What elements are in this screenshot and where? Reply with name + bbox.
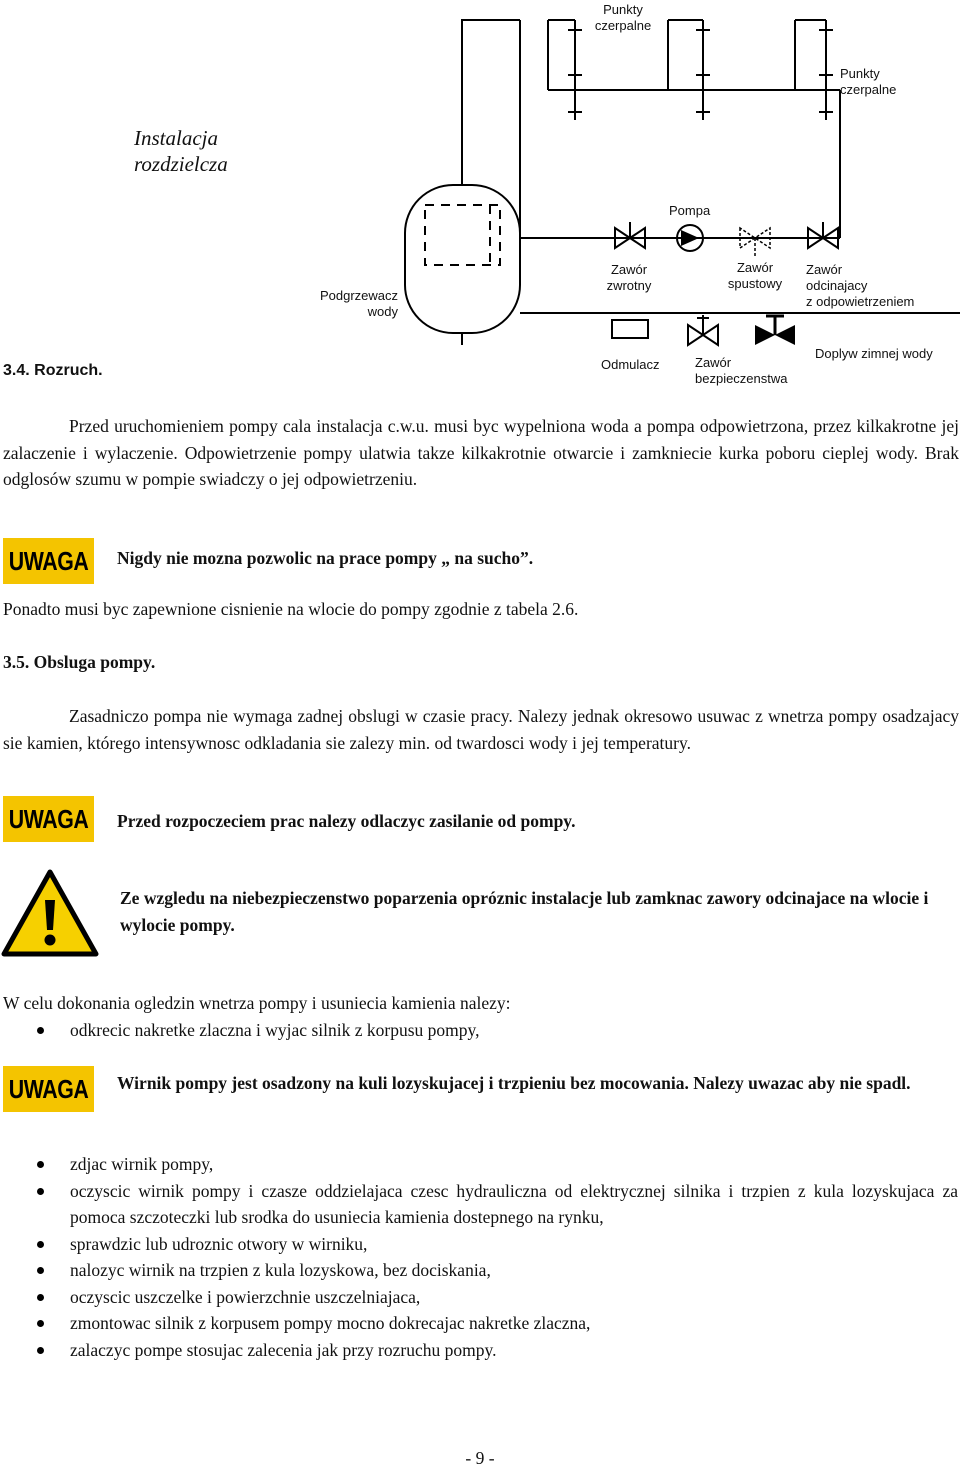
label-punkty-top: Punkty czerpalne	[594, 2, 652, 33]
heater-coil	[425, 205, 500, 265]
section-34-paragraph: Przed uruchomieniem pompy cala instalacja c.w.u. musi byc wypelniona woda a pompa odpowietrzona, przez kilkakrotne jej zalaczenie i wylaczenie. Odpowietrzenie pompy ulatwia takze kilkakrotnie otwarcie i zamkniecie kurka poboru cieplej wody. Brak odglosów szumu w pompie swiadczy o jej odpowietrzeniu.	[3, 416, 959, 489]
step-list	[0, 1151, 960, 1363]
list-item: zmontowac silnik z korpusem pompy mocno dokrecajac nakretke zlaczna,	[0, 1310, 960, 1337]
installation-diagram	[0, 0, 960, 400]
section-35-heading: 3.5. Obsluga pompy.	[3, 652, 156, 672]
riser-1	[548, 20, 582, 120]
label-podgrzewacz: Podgrzewacz wody	[319, 288, 398, 319]
list-item: odkrecic nakretke zlaczna i wyjac silnik z korpusu pompy,	[0, 1017, 960, 1044]
uwaga-badge: UWAGA	[3, 1066, 94, 1112]
label-doplyw: Doplyw zimnej wody	[815, 346, 933, 361]
rotor-warning: Wirnik pompy jest osadzony na kuli lozyskujacej i trzpieniu bez mocowania. Nalezy uwazac aby nie spadl.	[117, 1073, 911, 1093]
power-warning: Przed rozpoczeciem prac nalezy odlaczyc zasilanie od pompy.	[117, 811, 576, 831]
list-item: sprawdzic lub udroznic otwory w wirniku,	[0, 1231, 960, 1258]
dry-run-warning: Nigdy nie mozna pozwolic na prace pompy „ na sucho”.	[117, 548, 534, 568]
label-zawor-spustowy: Zawór spustowy	[727, 260, 783, 291]
label-zawor-zwrotny: Zawór zwrotny	[606, 262, 652, 293]
list-item: nalozyc wirnik na trzpien z kula lozyskowa, bez dociskania,	[0, 1257, 960, 1284]
heater-tank	[405, 185, 520, 333]
uwaga-badge: UWAGA	[3, 796, 94, 842]
riser-2	[668, 20, 710, 120]
uwaga-badge: UWAGA	[3, 538, 94, 584]
page-number: - 9 -	[465, 1448, 495, 1468]
shutoff-valve-icon	[808, 222, 838, 248]
burn-warning: Ze wzgledu na niebezpieczenstwo poparzenia opróznic instalacje lub zamknac zawory odcinajace na wlocie i wylocie pompy.	[120, 888, 929, 935]
pressure-note: Ponadto musi byc zapewnione cisnienie na wlocie do pompy zgodnie z tabela 2.6.	[3, 599, 579, 619]
step-list-first	[0, 1017, 960, 1044]
list-item: oczyscic uszczelke i powierzchnie uszczelniajaca,	[0, 1284, 960, 1311]
label-odmulacz: Odmulacz	[601, 357, 660, 372]
desludger-icon	[612, 320, 648, 338]
safety-valve-icon	[688, 315, 718, 345]
diagram-title: Instalacja rozdzielcza	[134, 126, 228, 176]
label-zawor-odcinajacy: Zawór odcinajacy z odpowietrzeniem	[806, 262, 915, 309]
check-valve-icon	[615, 222, 645, 248]
section-35-paragraph: Zasadniczo pompa nie wymaga zadnej obslugi w czasie pracy. Nalezy jednak okresowo usuwac z wnetrza pompy osadzajacy sie kamien, którego intensywnosc odkladania sie zalezy min. od twardosci wody i jej temperatury.	[3, 706, 959, 753]
inspection-intro: W celu dokonania ogledzin wnetrza pompy i usuniecia kamienia nalezy:	[3, 993, 511, 1013]
drain-valve-icon	[740, 228, 770, 258]
list-item: zdjac wirnik pompy,	[0, 1151, 960, 1178]
list-item: zalaczyc pompe stosujac zalecenia jak przy rozruchu pompy.	[0, 1337, 960, 1364]
label-pompa: Pompa	[669, 203, 711, 218]
section-34-heading: 3.4. Rozruch.	[3, 362, 103, 379]
label-punkty-right: Punkty czerpalne	[840, 66, 897, 97]
riser-3	[795, 20, 833, 120]
cold-shutoff-valve-icon	[755, 316, 795, 345]
exclamation-triangle-icon	[0, 868, 100, 958]
label-zawor-bezpieczenstwa: Zawór bezpieczenstwa	[695, 355, 788, 386]
list-item: oczyscic wirnik pompy i czasze oddzielajaca czesc hydrauliczna od elektrycznej silnika i trzpien z kula lozyskujaca za pomoca szczoteczki lub srodka do usuniecia kamienia dostepnego na rynku,	[0, 1178, 960, 1231]
